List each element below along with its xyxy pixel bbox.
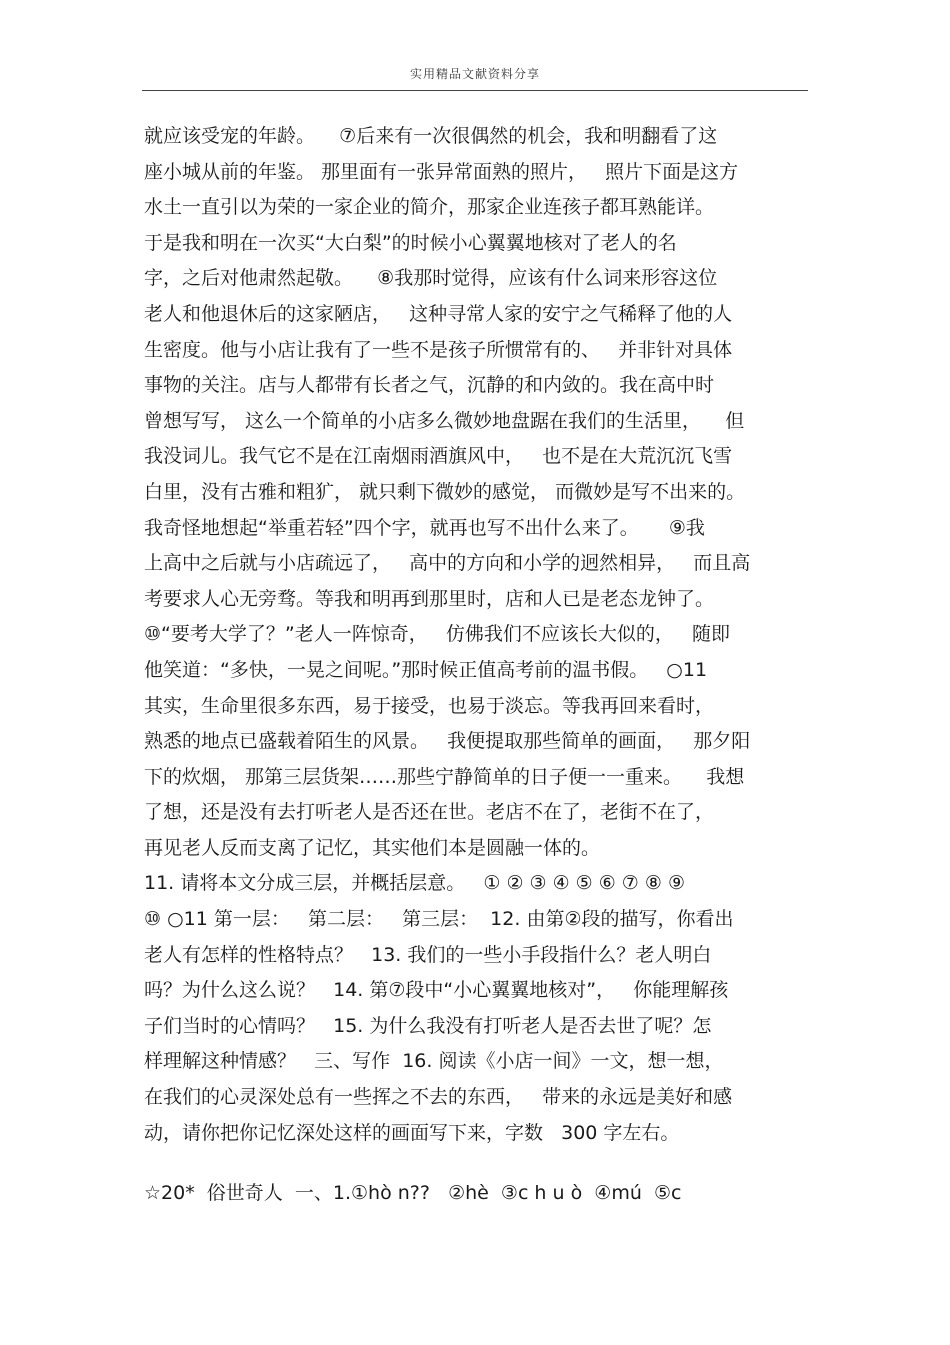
- body-text: [144, 119, 824, 1151]
- text-line: 白里，没有古雅和粗犷， 就只剩下微妙的感觉， 而微妙是写不出来的。: [144, 480, 746, 503]
- header-divider: [142, 90, 808, 91]
- text-line: 再见老人反而支离了记忆，其实他们本是圆融一体的。: [144, 836, 601, 859]
- text-line: 生密度。他与小店让我有了一些不是孩子所惯常有的、 并非针对具体: [144, 338, 733, 361]
- text-line: 事物的关注。店与人都带有长者之气，沉静的和内敛的。我在高中时: [144, 374, 715, 397]
- text-line: 曾想写写， 这么一个简单的小店多么微妙地盘踞在我们的生活里， 但: [144, 409, 745, 432]
- question-line: 在我们的心灵深处总有一些挥之不去的东西， 带来的永远是美好和感: [144, 1086, 733, 1109]
- text-line: 他笑道：“多快，一晃之间呢。”那时候正值高考前的温书假。 ○11: [144, 658, 708, 681]
- text-line: 我奇怪地想起“举重若轻”四个字，就再也写不出什么来了。 ⑨我: [144, 516, 705, 539]
- page-header: 实用精品文献资料分享: [409, 67, 540, 81]
- question-line: 老人有怎样的性格特点？ 13. 我们的一些小手段指什么？老人明白: [144, 943, 712, 966]
- text-line: 下的炊烟， 那第三层货架……那些宁静简单的日子便一一重来。 我想: [144, 765, 745, 788]
- text-line: 熟悉的地点已盛载着陌生的风景。 我便提取那些简单的画面， 那夕阳: [144, 730, 751, 753]
- text-line: 老人和他退休后的这家陋店， 这种寻常人家的安宁之气稀释了他的人: [144, 302, 733, 325]
- question-line: ⑩ ○11 第一层： 第二层： 第三层： 12. 由第②段的描写，你看出: [144, 908, 734, 931]
- text-line: 了想，还是没有去打听老人是否还在世。老店不在了，老街不在了，: [144, 801, 715, 824]
- text-line: 于是我和明在一次买“大白梨”的时候小心翼翼地核对了老人的名: [144, 231, 677, 254]
- text-line: 其实，生命里很多东西，易于接受，也易于淡忘。等我再回来看时，: [144, 694, 715, 717]
- section-heading-line: ☆20* 俗世奇人 一、1.①hò n?? ②hè ③c h u ò ④mú ⑤c: [144, 1182, 682, 1204]
- text-line: 上高中之后就与小店疏远了， 高中的方向和小学的迥然相异， 而且高: [144, 552, 751, 575]
- question-line: 吗？为什么这么说？ 14. 第⑦段中“小心翼翼地核对”， 你能理解孩: [144, 979, 729, 1002]
- question-line: 子们当时的心情吗？ 15. 为什么我没有打听老人是否去世了呢？怎: [144, 1014, 712, 1037]
- text-line: 考要求人心无旁骛。等我和明再到那里时，店和人已是老态龙钟了。: [144, 587, 715, 610]
- text-line: 字，之后对他肃然起敬。 ⑧我那时觉得，应该有什么词来形容这位: [144, 267, 718, 290]
- question-line: 样理解这种情感？ 三、写作 16. 阅读《小店一间》一文，想一想，: [144, 1050, 724, 1073]
- question-line: 动，请你把你记忆深处这样的画面写下来，字数 300 字左右。: [144, 1121, 680, 1144]
- question-line: 11. 请将本文分成三层，并概括层意。 ① ② ③ ④ ⑤ ⑥ ⑦ ⑧ ⑨: [144, 872, 685, 895]
- text-line: 就应该受宠的年龄。 ⑦后来有一次很偶然的机会，我和明翻看了这: [144, 125, 718, 147]
- text-line: 座小城从前的年鉴。 那里面有一张异常面熟的照片， 照片下面是这方: [144, 160, 739, 183]
- text-line: 水土一直引以为荣的一家企业的简介，那家企业连孩子都耳熟能详。: [144, 196, 715, 219]
- text-line: 我没词儿。我气它不是在江南烟雨酒旗风中， 也不是在大荒沉沉飞雪: [144, 445, 733, 468]
- text-line: ⑩“要考大学了？”老人一阵惊奇， 仿佛我们不应该长大似的， 随即: [144, 623, 730, 646]
